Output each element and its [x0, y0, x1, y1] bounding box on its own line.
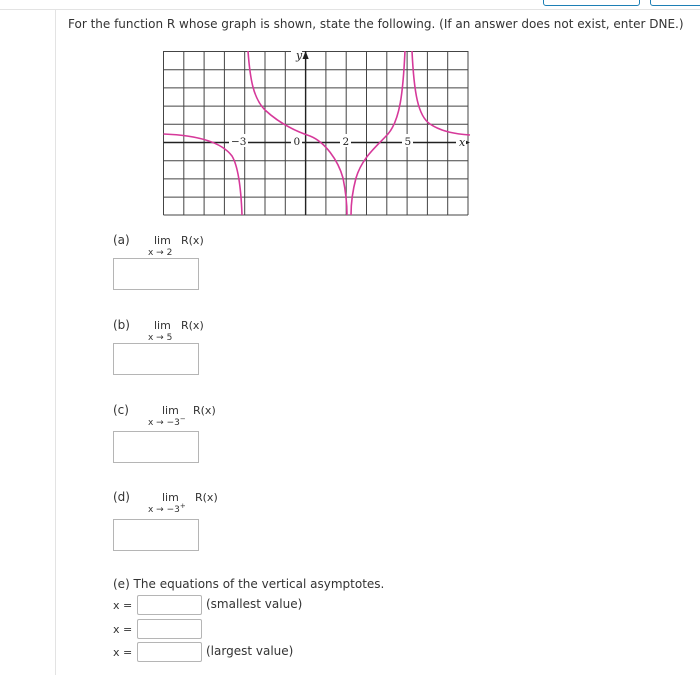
asymptote-label: x =: [113, 646, 133, 659]
answer-c-input[interactable]: [113, 431, 199, 463]
part-d-label: (d): [113, 490, 130, 504]
part-d-limit: [148, 491, 242, 515]
asymptote-label: x =: [113, 623, 133, 636]
y-axis-arrow-icon: [303, 51, 309, 59]
part-b-label: (b): [113, 318, 130, 332]
lim-subscript-text: x → −3: [148, 418, 180, 428]
lim-function: R(x): [181, 319, 204, 332]
tick-label-5: 5: [404, 136, 412, 148]
lim-subscript: [148, 415, 186, 428]
answer-a-input[interactable]: [113, 258, 199, 290]
y-axis-label: y: [296, 49, 303, 62]
lim-superscript: −: [179, 415, 186, 423]
asymptote-note: (largest value): [206, 644, 294, 658]
lim-subscript: [148, 502, 186, 515]
part-b-limit: [148, 319, 224, 343]
curve-branch-middle-right: [351, 51, 405, 215]
function-curve: [164, 51, 471, 215]
tick-label-2: 2: [342, 136, 350, 148]
lim-function: R(x): [181, 234, 204, 247]
asymptote-middle-input[interactable]: [137, 619, 202, 639]
lim-function: R(x): [193, 404, 216, 417]
part-c-limit: [148, 404, 242, 428]
lim-word: lim: [162, 491, 179, 504]
asymptote-label: x =: [113, 599, 133, 612]
tick-label-neg3: −3: [231, 136, 247, 148]
lim-function: R(x): [195, 491, 218, 504]
answer-b-input[interactable]: [113, 343, 199, 375]
lim-superscript: +: [179, 502, 186, 510]
asymptote-note: (smallest value): [206, 597, 303, 611]
lim-subscript-text: x → 5: [148, 333, 173, 343]
curve-branch-right: [412, 51, 470, 135]
lim-word: lim: [162, 404, 179, 417]
answer-d-input[interactable]: [113, 519, 199, 551]
lim-subscript: [148, 330, 172, 343]
asymptotes-title: (e) The equations of the vertical asymptotes.: [113, 577, 385, 591]
content-divider: [55, 10, 56, 675]
lim-subscript-text: x → −3: [148, 505, 180, 515]
tick-label-0: 0: [293, 136, 301, 148]
lim-subscript-text: x → 2: [148, 248, 173, 258]
part-a-limit: [148, 234, 224, 258]
top-button-2[interactable]: [650, 0, 700, 6]
top-button-1[interactable]: [543, 0, 640, 6]
lim-word: lim: [154, 234, 171, 247]
function-graph: [160, 48, 472, 216]
instructions: For the function R whose graph is shown, state the following. (If an answer does not exist, enter DNE.): [68, 17, 684, 31]
part-a-label: (a): [113, 233, 130, 247]
asymptote-smallest-input[interactable]: [137, 595, 202, 615]
curve-branch-middle-left: [248, 51, 347, 215]
lim-subscript: [148, 245, 172, 258]
lim-word: lim: [154, 319, 171, 332]
grid: [164, 51, 469, 215]
asymptote-largest-input[interactable]: [137, 642, 202, 662]
part-c-label: (c): [113, 403, 129, 417]
x-axis-label: x: [459, 136, 466, 149]
